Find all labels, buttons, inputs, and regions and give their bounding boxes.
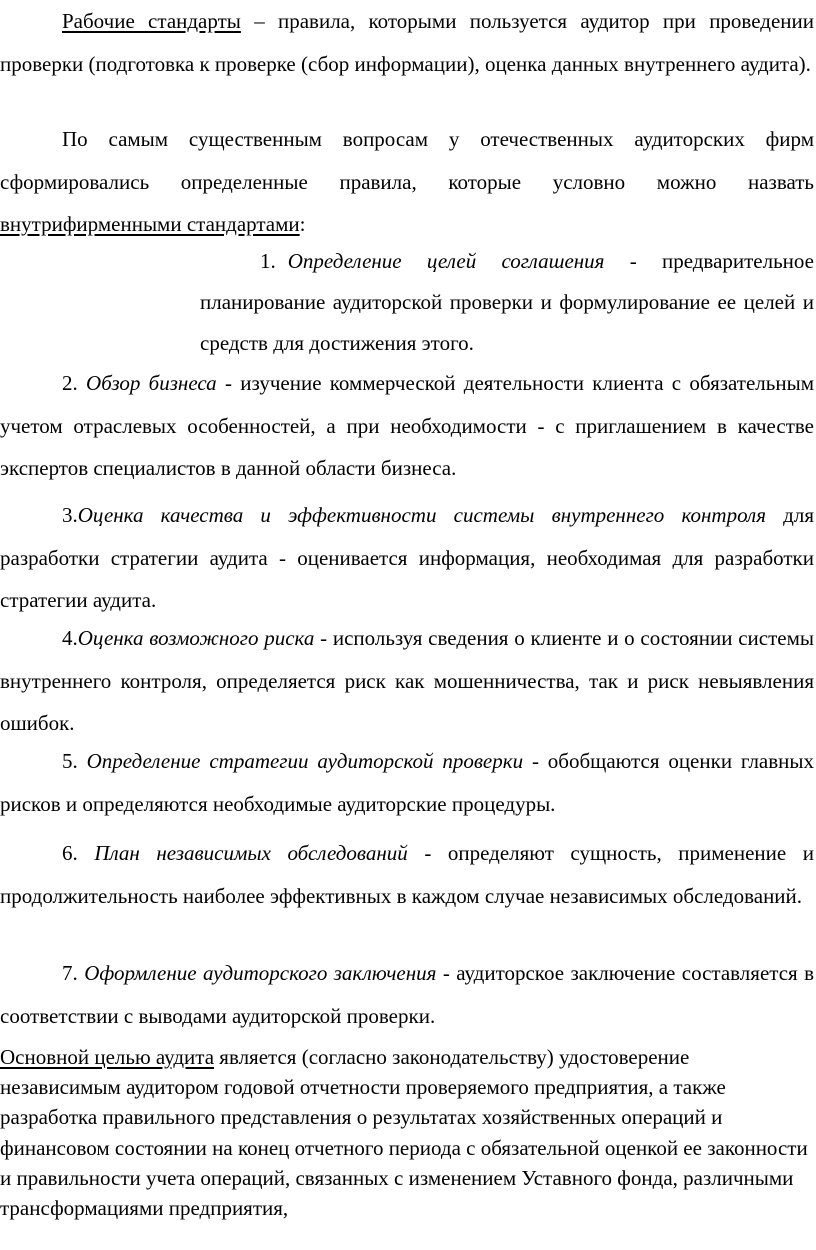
list-item-3 — [0, 494, 814, 622]
term-internal-standards: внутрифирменными стандартами — [0, 212, 300, 236]
list-item-title: Определение целей соглашения — [287, 249, 605, 273]
paragraph-tail: : — [299, 212, 306, 236]
list-item-title: Обзор бизнеса — [86, 371, 217, 395]
paragraph-text: По самым существенным вопросам у отечественных аудиторских фирм сформировались определенные правила, которые условно можно назвать — [0, 127, 814, 194]
list-item-title: План независимых обследований — [94, 841, 408, 865]
list-item-title: Определение стратегии аудиторской проверки — [86, 749, 524, 773]
list-item-2 — [0, 362, 814, 490]
list-item-text: - изучение коммерческой деятельности клиента с обязательным учетом отраслевых особенностей, а при необходимости - с приглашением в качестве экспертов специалистов в данной области бизнеса. — [0, 371, 814, 480]
list-item-number: 3. — [62, 503, 78, 527]
list-item-text: для разработки стратегии аудита - оценивается информация, необходимая для разработки стратегии аудита. — [0, 503, 815, 612]
term-audit-goal: Основной целью аудита — [0, 1045, 215, 1069]
list-item-text: - предварительное планирование аудиторской проверки и формулирование ее целей и средств для достижения этого. — [200, 249, 814, 355]
list-item-text: - используя сведения о клиенте и о состоянии системы внутреннего контроля, определяется риск как мошенничества, так и риск невыявления ошибок. — [0, 626, 814, 735]
list-item-title: Оформление аудиторского заключения — [84, 961, 437, 985]
list-item-number: 5. — [62, 749, 87, 773]
list-item-number: 6. — [62, 841, 95, 865]
list-item-text: - определяют сущность, применение и продолжительность наиболее эффективных в каждом случае независимых обследований. — [0, 841, 814, 908]
list-item-4 — [0, 617, 814, 745]
paragraph-text: – правила, которыми пользуется аудитор при проведении проверки (подготовка к проверке (сбор информации), оценка данных внутреннего аудита). — [0, 9, 814, 76]
paragraph-text: является (согласно законодательству) удостоверение независимым аудитором годовой отчетности проверяемого предприятия, а также разработка правильного представления о результатах хозяйственных операций и финансовом состоянии на конец отчетного периода с обязательной оценкой ее законности и правильности учета операций, связанных с изменением Уставного фонда, различными трансформациями предприятия, — [0, 1045, 808, 1221]
paragraph-internal-standards — [0, 118, 814, 246]
list-item-7 — [0, 952, 814, 1037]
paragraph-working-standards — [0, 0, 814, 85]
list-item-1 — [200, 241, 814, 364]
list-item-title: Оценка возможного риска — [77, 626, 315, 650]
list-item-text: - аудиторское заключение составляется в соответствии с выводами аудиторской проверки. — [0, 961, 815, 1028]
list-item-number: 7. — [62, 961, 85, 985]
list-item-number: 2. — [62, 371, 87, 395]
list-item-text: - обобщаются оценки главных рисков и определяются необходимые аудиторские процедуры. — [0, 749, 815, 816]
term-working-standards: Рабочие стандарты — [62, 9, 241, 33]
list-item-5 — [0, 740, 814, 825]
paragraph-audit-goal — [0, 1042, 814, 1223]
list-item-6 — [0, 832, 814, 917]
list-item-number: 4. — [62, 626, 78, 650]
list-item-number: 1. — [260, 249, 276, 273]
list-item-title: Оценка качества и эффективности системы внутреннего контроля — [77, 503, 766, 527]
